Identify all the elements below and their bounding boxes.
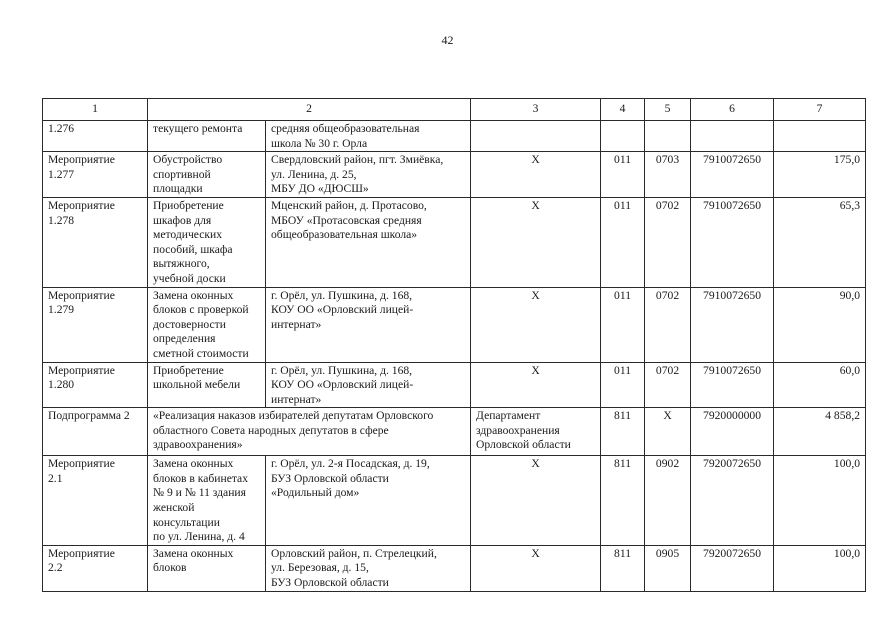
measure-name: текущего ремонта (148, 121, 266, 152)
amount: 65,3 (774, 197, 866, 287)
measure-location: г. Орёл, ул. Пушкина, д. 168, КОУ ОО «Орловский лицей- интернат» (266, 362, 471, 408)
measure-id: Мероприятие 1.277 (43, 152, 148, 198)
code-section: 0702 (645, 197, 691, 287)
code-section: 0702 (645, 287, 691, 362)
table-row (43, 287, 866, 362)
code-section: 0905 (645, 545, 691, 591)
code-section: X (645, 408, 691, 456)
amount: 60,0 (774, 362, 866, 408)
amount: 100,0 (774, 545, 866, 591)
executor-cell: X (471, 287, 601, 362)
subprogram-id: Подпрограмма 2 (43, 408, 148, 456)
measure-location: Свердловский район, пгт. Змиёвка, ул. Ленина, д. 25, МБУ ДО «ДЮСШ» (266, 152, 471, 198)
code-target: 7920072650 (691, 545, 774, 591)
measure-location: средняя общеобразовательная школа № 30 г. Орла (266, 121, 471, 152)
executor-cell: X (471, 152, 601, 198)
code-ministry: 011 (601, 152, 645, 198)
code-ministry (601, 121, 645, 152)
amount: 90,0 (774, 287, 866, 362)
measure-id: Мероприятие 2.2 (43, 545, 148, 591)
measure-location: Орловский район, п. Стрелецкий, ул. Березовая, д. 15, БУЗ Орловской области (266, 545, 471, 591)
measure-id: Мероприятие 2.1 (43, 456, 148, 546)
code-section: 0702 (645, 362, 691, 408)
measure-name: Обустройство спортивной площадки (148, 152, 266, 198)
amount: 4 858,2 (774, 408, 866, 456)
budget-table (42, 98, 866, 592)
executor-cell: X (471, 197, 601, 287)
code-target: 7920072650 (691, 456, 774, 546)
table-row (43, 456, 866, 546)
table-row (43, 121, 866, 152)
table-row (43, 197, 866, 287)
measure-id: 1.276 (43, 121, 148, 152)
table-row (43, 152, 866, 198)
measure-name: Замена оконных блоков с проверкой достоверности определения сметной стоимости (148, 287, 266, 362)
code-target: 7910072650 (691, 362, 774, 408)
code-section (645, 121, 691, 152)
code-section: 0703 (645, 152, 691, 198)
code-section: 0902 (645, 456, 691, 546)
code-target: 7910072650 (691, 152, 774, 198)
executor-cell: X (471, 545, 601, 591)
code-ministry: 011 (601, 287, 645, 362)
code-ministry: 011 (601, 362, 645, 408)
code-ministry: 011 (601, 197, 645, 287)
measure-id: Мероприятие 1.280 (43, 362, 148, 408)
code-ministry: 811 (601, 456, 645, 546)
measure-id: Мероприятие 1.279 (43, 287, 148, 362)
executor-cell: X (471, 456, 601, 546)
amount (774, 121, 866, 152)
code-ministry: 811 (601, 545, 645, 591)
header-col-7: 7 (774, 99, 866, 121)
amount: 175,0 (774, 152, 866, 198)
header-row (43, 99, 866, 121)
page-number: 42 (441, 33, 454, 47)
executor-cell: Департамент здравоохранения Орловской области (471, 408, 601, 456)
header-col-3: 3 (471, 99, 601, 121)
table-row (43, 545, 866, 591)
subprogram-row (43, 408, 866, 456)
header-col-2: 2 (148, 99, 471, 121)
code-target: 7910072650 (691, 197, 774, 287)
measure-location: г. Орёл, ул. 2-я Посадская, д. 19, БУЗ Орловской области «Родильный дом» (266, 456, 471, 546)
code-target (691, 121, 774, 152)
executor-cell: X (471, 362, 601, 408)
header-col-5: 5 (645, 99, 691, 121)
measure-name: Приобретение школьной мебели (148, 362, 266, 408)
header-col-4: 4 (601, 99, 645, 121)
header-col-6: 6 (691, 99, 774, 121)
measure-id: Мероприятие 1.278 (43, 197, 148, 287)
code-target: 7920000000 (691, 408, 774, 456)
measure-name: Замена оконных блоков в кабинетах № 9 и № 11 здания женской консультации по ул. Ленина, д. 4 (148, 456, 266, 546)
executor-cell (471, 121, 601, 152)
amount: 100,0 (774, 456, 866, 546)
table-row (43, 362, 866, 408)
subprogram-title: «Реализация наказов избирателей депутатам Орловского областного Совета народных депутатов в сфере здравоохранения» (148, 408, 471, 456)
header-col-1: 1 (43, 99, 148, 121)
code-target: 7910072650 (691, 287, 774, 362)
code-ministry: 811 (601, 408, 645, 456)
measure-location: Мценский район, д. Протасово, МБОУ «Протасовская средняя общеобразовательная школа» (266, 197, 471, 287)
measure-name: Приобретение шкафов для методических пособий, шкафа вытяжного, учебной доски (148, 197, 266, 287)
measure-name: Замена оконных блоков (148, 545, 266, 591)
measure-location: г. Орёл, ул. Пушкина, д. 168, КОУ ОО «Орловский лицей- интернат» (266, 287, 471, 362)
